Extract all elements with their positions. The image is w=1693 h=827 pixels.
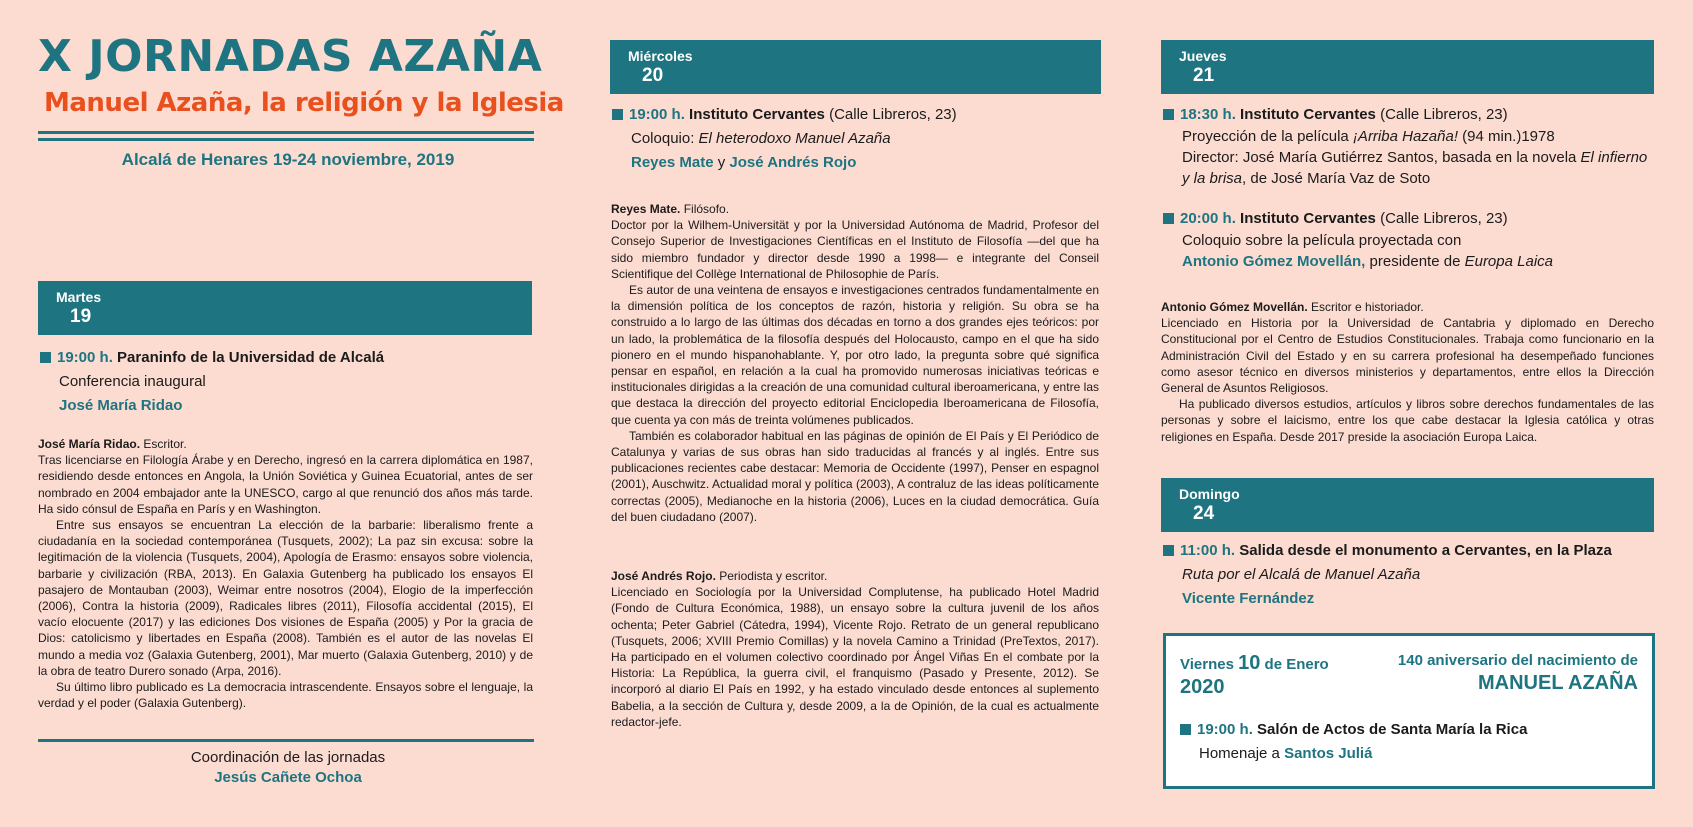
film-desc: Proyección de la película <box>1182 128 1353 145</box>
day-number: 20 <box>642 65 664 86</box>
event-miercoles <box>612 104 957 173</box>
bio-name: José María Ridao. <box>38 437 141 451</box>
event-desc: Ruta por el Alcalá de Manuel Azaña <box>1182 566 1421 583</box>
bio-role: Filósofo. <box>680 202 730 216</box>
bio-name: Reyes Mate. <box>611 202 681 216</box>
place-date: Alcalá de Henares 19-24 noviembre, 2019 <box>121 150 455 169</box>
day-header-domingo <box>1161 478 1654 532</box>
speaker-1: Reyes Mate <box>631 154 714 171</box>
event-viernes <box>1180 719 1527 764</box>
event-venue: Instituto Cervantes <box>1240 106 1376 123</box>
bio-para: Entre sus ensayos se encuentran La elección de la barbarie: liberalismo frente a ciudadanía en la sociedad contemporánea (Tusquets, 2002); La paz sin excusa: sobre la legitimación de la violencia (Tusquets, 2004), Apología de Erasmo: ensayos sobre violencia, barbarie y civilización (RBA, 2013). En Galaxia Gutenberg ha publicado los ensayos El pasajero de Montauban (2003), Weimar entre nosotros (2004), Elogio de la imperfección (2006), Contra la historia (2009), Radicales libres (2011), Filosofía accidental (2015), El vacío elocuente (2017) y las ediciones Dos visiones de España (2005) y Por la gracia de Dios: catolicismo y libertades en España (2008). También es el autor de las novelas El mundo a media voz (Galaxia Gutenberg, 2001), Mar muerto (Galaxia Gutenberg, 2010) y de la obra de teatro Durero sonado (Arpa, 2016). <box>38 518 533 678</box>
film-director: Director: José María Gutiérrez Santos, basada en la novela <box>1182 149 1581 166</box>
bio-name: José Andrés Rojo. <box>611 569 716 583</box>
day-number: 19 <box>70 306 92 327</box>
event-desc: Homenaje a <box>1199 745 1285 762</box>
bio-para: Licenciado en Historia por la Universidad de Cantabria y diplomado en Derecho Constitucional por el Centro de Estudios Constitucionales. Trabaja como funcionario en la Administración Civil del Estado y en su carrera profesional ha desempeñado funciones como asesor técnico en diversos ministerios y departamentos, entre ellos la Dirección General de Asuntos Religiosos. <box>1161 316 1654 396</box>
anniversary-name: MANUEL AZAÑA <box>1478 672 1638 694</box>
day-header-jueves <box>1161 40 1654 94</box>
bio-para: Licenciado en Sociología por la Universidad Complutense, ha publicado Hotel Madrid (Fondo de Cultura Económica, 1988), un ensayo sobre la cultura juvenil de los años ochenta; Peter Gabriel (Cátedra, 1994), Vicente Rojo. Retrato de un general republicano (Tusquets, 2006; XVIII Premio Comillas) y la novela Camino a Trinidad (PreTextos, 2017). Ha participado en el volumen colectivo coordinado por Ángel Viñas En el combate por la Historia: La República, la guerra civil, el franquismo (Pasado y Presente, 2012). Se incorporó al diario El País en 1992, y ha estado vinculado desde entonces al suplemento Babelia, a la sección de Cultura y, desde 2009, a la de Opinión, de la cual es actualmente redactor-jefe. <box>611 585 1099 729</box>
bullet-square <box>1180 724 1191 735</box>
viernes-box <box>1163 633 1655 789</box>
bullet-square <box>1163 109 1174 120</box>
event-speaker: Antonio Gómez Movellán, <box>1182 253 1366 270</box>
event-time: 19:00 h. <box>57 349 113 366</box>
bullet-square <box>1163 545 1174 556</box>
event-venue: Paraninfo de la Universidad de Alcalá <box>117 349 385 366</box>
main-title: X JORNADAS AZAÑA <box>38 31 543 82</box>
day-name: Domingo <box>1179 486 1240 502</box>
bio-reyes-mate <box>611 201 1099 525</box>
event-venue: Instituto Cervantes <box>689 106 825 123</box>
event-domingo <box>1163 540 1612 609</box>
bullet-square <box>1163 213 1174 224</box>
title-rule-1 <box>38 131 534 134</box>
bio-jose-andres-rojo <box>611 568 1099 730</box>
bullet-square <box>40 352 51 363</box>
bio-gomez-movellan <box>1161 299 1654 445</box>
anniversary-label: 140 aniversario del nacimiento de <box>1397 652 1638 669</box>
event-martes <box>40 347 384 416</box>
event-address: (Calle Libreros, 23) <box>1375 210 1508 227</box>
bio-role: Periodista y escritor. <box>715 569 828 583</box>
film-meta: (94 min.)1978 <box>1457 128 1555 145</box>
day-number: 10 <box>1238 652 1261 674</box>
bio-para: Tras licenciarse en Filología Árabe y en Derecho, ingresó en la carrera diplomática en 1987, residiendo desde entonces en Angola, la Unión Soviética y Guinea Ecuatorial, antes de ser nombrado en 2004 embajador ante la UNESCO, cargo al que renunció dos años más tarde. Ha sido cónsul de España en París y en Washington. <box>38 453 533 516</box>
event-desc-title: El heterodoxo Manuel Azaña <box>698 130 891 147</box>
event-time: 18:30 h. <box>1180 106 1236 123</box>
event-time: 11:00 h. <box>1180 542 1236 559</box>
event-desc: Coloquio: <box>631 130 699 147</box>
event-time: 19:00 h. <box>1197 721 1253 738</box>
organization: Europa Laica <box>1464 253 1553 270</box>
title-rule-2 <box>38 138 534 141</box>
event-jueves-1 <box>1163 104 1647 189</box>
conjunction: y <box>713 154 730 171</box>
speaker-2: José Andrés Rojo <box>729 154 857 171</box>
bio-ridao <box>38 436 533 711</box>
event-desc: Conferencia inaugural <box>59 373 206 390</box>
event-speaker: José María Ridao <box>59 397 183 414</box>
bio-para: Doctor por la Wilhem-Universität y por la Universidad Autónoma de Madrid, Profesor del Consejo Superior de Investigaciones Científicas en el Instituto de Filosofía —del que ha sido miembro fundador y director desde 1990 a 1998— e integrante del Conseil Scientifique del Collège International de Philosophie de París. <box>611 218 1099 281</box>
event-venue: Salón de Actos de Santa María la Rica <box>1257 721 1528 738</box>
novel-author: , de José María Vaz de Soto <box>1242 170 1431 187</box>
bullet-square <box>612 109 623 120</box>
day-number: 21 <box>1193 65 1215 86</box>
event-jueves-2 <box>1163 208 1553 272</box>
speaker-role: presidente de <box>1365 253 1465 270</box>
day-header-miercoles <box>610 40 1101 94</box>
novel-title-b: y la brisa <box>1182 170 1243 187</box>
day-name: Martes <box>56 289 102 305</box>
bio-role: Escritor. <box>140 437 187 451</box>
event-speaker: Vicente Fernández <box>1182 590 1315 607</box>
day-header-martes <box>38 281 532 335</box>
bio-para: Ha publicado diversos estudios, artículos y libros sobre derechos fundamentales de las personas y sobre el laicismo, entre los que cabe destacar la Iglesia católica y otras religiones en España. Desde 2017 preside la asociación Europa Laica. <box>1161 397 1654 444</box>
year: 2020 <box>1180 676 1225 698</box>
bio-para: Es autor de una veintena de ensayos e investigaciones centrados fundamentalmente en la dimensión política de los conceptos de razón, historia y religión. Su obra se ha construido a lo largo de las últimas dos décadas en torno a dos grandes ejes teóricos: por un lado, la problemática de la filosofía después del Holocausto, campo en el que ha sido pionero en el mundo hispanohablante. Y, por otro lado, la pregunta sobre qué significa pensar en español, en relación a la cual ha promovido numerosas iniciativas teóricas e institucionales dirigidas a la creación de una comunidad cultural iberoamericana, y entre las que destaca la dirección del proyecto editorial Enciclopedia Iberoamericana de Filosofía, que cuenta ya con más de treinta volúmenes publicados. <box>611 283 1099 427</box>
coord-label: Coordinación de las jornadas <box>190 749 386 766</box>
day-name: Miércoles <box>628 48 693 64</box>
novel-title-a: El infierno <box>1580 149 1648 166</box>
weekday: Viernes <box>1180 656 1239 673</box>
film-title: ¡Arriba Hazaña! <box>1352 128 1458 145</box>
bio-role: Escritor e historiador. <box>1307 300 1424 314</box>
viernes-date <box>1180 652 1329 675</box>
month: de Enero <box>1260 656 1329 673</box>
coord-name: Jesús Cañete Ochoa <box>214 769 362 786</box>
event-time: 19:00 h. <box>629 106 685 123</box>
event-venue: Salida desde el monumento a Cervantes, en la Plaza <box>1239 542 1612 559</box>
bio-para: También es colaborador habitual en las páginas de opinión de El País y El Periódico de Catalunya y varias de sus obras han sido traducidas al francés y al inglés. Entre sus publicaciones recientes cabe destacar: Memoria de Occidente (1997), Penser en espagnol (2001), Auschwitz. Actualidad moral y política (2003), A contraluz de las ideas políticamente correctas (2005), Medianoche en la historia (2006), Luces en la ciudad democrática. Guía del buen ciudadano (2007). <box>611 428 1099 524</box>
day-name: Jueves <box>1179 48 1227 64</box>
event-desc: Coloquio sobre la película proyectada con <box>1182 232 1462 249</box>
coord-rule <box>38 739 534 742</box>
bio-name: Antonio Gómez Movellán. <box>1161 300 1308 314</box>
event-address: (Calle Libreros, 23) <box>824 106 957 123</box>
event-time: 20:00 h. <box>1180 210 1236 227</box>
day-number: 24 <box>1193 503 1215 524</box>
event-speaker: Santos Juliá <box>1284 745 1373 762</box>
subtitle: Manuel Azaña, la religión y la Iglesia <box>44 88 564 118</box>
event-venue: Instituto Cervantes <box>1240 210 1376 227</box>
event-address: (Calle Libreros, 23) <box>1375 106 1508 123</box>
bio-para: Su último libro publicado es La democracia intrascendente. Ensayos sobre el lenguaje, la verdad y el poder (Galaxia Gutenberg). <box>38 680 533 711</box>
coordination <box>38 748 538 788</box>
